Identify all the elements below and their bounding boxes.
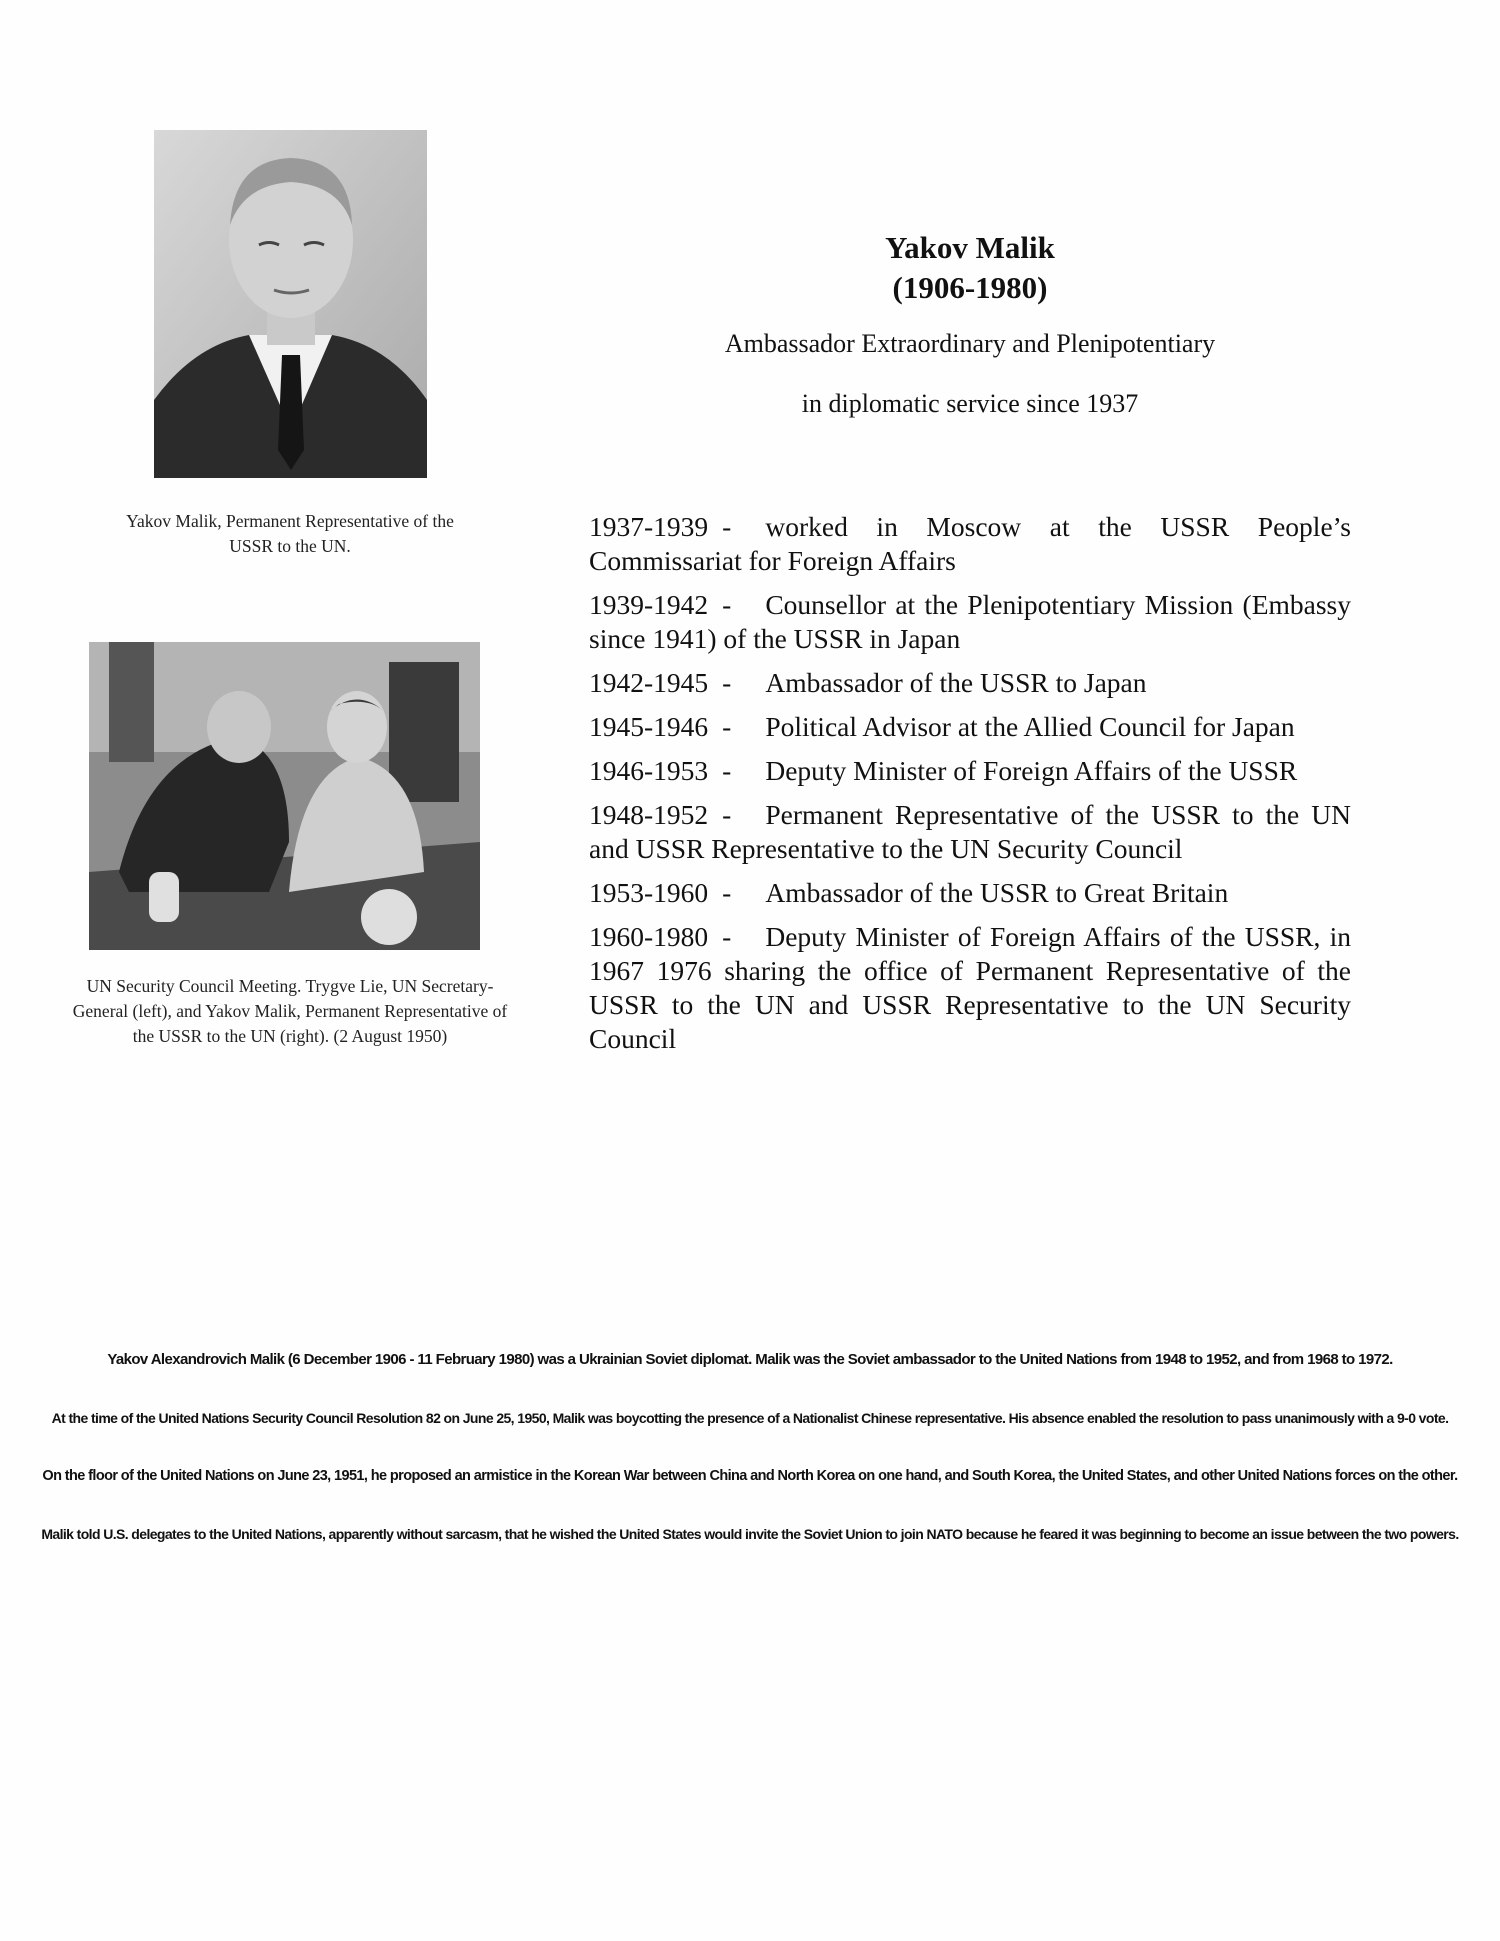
career-list <box>589 510 1351 1066</box>
career-description: Deputy Minister of Foreign Affairs of the USSR, in 1967 1976 sharing the office of Permanent Representative of the USSR to the UN and USSR Representative to the UN Security Council <box>589 921 1351 1054</box>
summary <box>40 1350 1460 1582</box>
career-description: Ambassador of the USSR to Japan <box>765 667 1147 698</box>
career-description: Permanent Representative of the USSR to the UN and USSR Representative to the UN Security Council <box>589 799 1351 864</box>
meeting-photo <box>89 642 480 950</box>
career-period: 1945-1946 <box>589 711 709 742</box>
summary-paragraph: On the floor of the United Nations on June 23, 1951, he proposed an armistice in the Korean War between China and North Korea on one hand, and South Korea, the United States, and other United Nations forces on the other. <box>42 1468 1458 1484</box>
career-description: Ambassador of the USSR to Great Britain <box>765 877 1229 908</box>
life-years: (1906-1980) <box>892 270 1048 305</box>
career-description: Deputy Minister of Foreign Affairs of the USSR <box>765 755 1298 786</box>
career-separator: - <box>722 511 732 542</box>
person-title: Ambassador Extraordinary and Plenipotentiary <box>724 329 1216 358</box>
person-name: Yakov Malik <box>885 230 1055 265</box>
career-separator: - <box>722 667 732 698</box>
summary-paragraph: Yakov Alexandrovich Malik (6 December 1906 - 11 February 1980) was a Ukrainian Soviet diplomat. Malik was the Soviet ambassador to the United Nations from 1948 to 1952, and from 1968 to 1972. <box>107 1351 1393 1368</box>
career-entry <box>589 710 1351 744</box>
career-period: 1939-1942 <box>589 589 709 620</box>
career-period: 1948-1952 <box>589 799 709 830</box>
career-separator: - <box>722 921 732 952</box>
portrait-caption: Yakov Malik, Permanent Representative of the USSR to the UN. <box>126 511 454 556</box>
career-entry <box>589 666 1351 700</box>
service-since: in diplomatic service since 1937 <box>801 389 1139 418</box>
career-description: Political Advisor at the Allied Council for Japan <box>765 711 1295 742</box>
career-separator: - <box>722 589 732 620</box>
career-separator: - <box>722 799 732 830</box>
career-separator: - <box>722 711 732 742</box>
career-period: 1960-1980 <box>589 921 709 952</box>
career-entry <box>589 798 1351 866</box>
career-period: 1946-1953 <box>589 755 709 786</box>
meeting-caption: UN Security Council Meeting. Trygve Lie, UN Secretary-General (left), and Yakov Malik, Permanent Representative of the USSR to the UN (right). (2 August 1950) <box>72 976 508 1046</box>
career-period: 1942-1945 <box>589 667 709 698</box>
career-description: Counsellor at the Plenipotentiary Mission (Embassy since 1941) of the USSR in Japan <box>589 589 1351 654</box>
career-separator: - <box>722 755 732 786</box>
summary-paragraph: At the time of the United Nations Security Council Resolution 82 on June 25, 1950, Malik was boycotting the presence of a Nationalist Chinese representative. His absence enabled the resolution to pass unanimously with a 9-0 vote. <box>51 1410 1449 1426</box>
career-entry <box>589 510 1351 578</box>
career-description: worked in Moscow at the USSR People’s Commissariat for Foreign Affairs <box>589 511 1351 576</box>
career-entry <box>589 876 1351 910</box>
career-entry <box>589 588 1351 656</box>
career-period: 1937-1939 <box>589 511 709 542</box>
career-separator: - <box>722 877 732 908</box>
portrait-photo <box>154 130 427 478</box>
summary-paragraph: Malik told U.S. delegates to the United Nations, apparently without sarcasm, that he wished the United States would invite the Soviet Union to join NATO because he feared it was beginning to become an issue between the two powers. <box>41 1526 1459 1542</box>
career-period: 1953-1960 <box>589 877 709 908</box>
header <box>650 228 1290 420</box>
career-entry <box>589 920 1351 1056</box>
career-entry <box>589 754 1351 788</box>
